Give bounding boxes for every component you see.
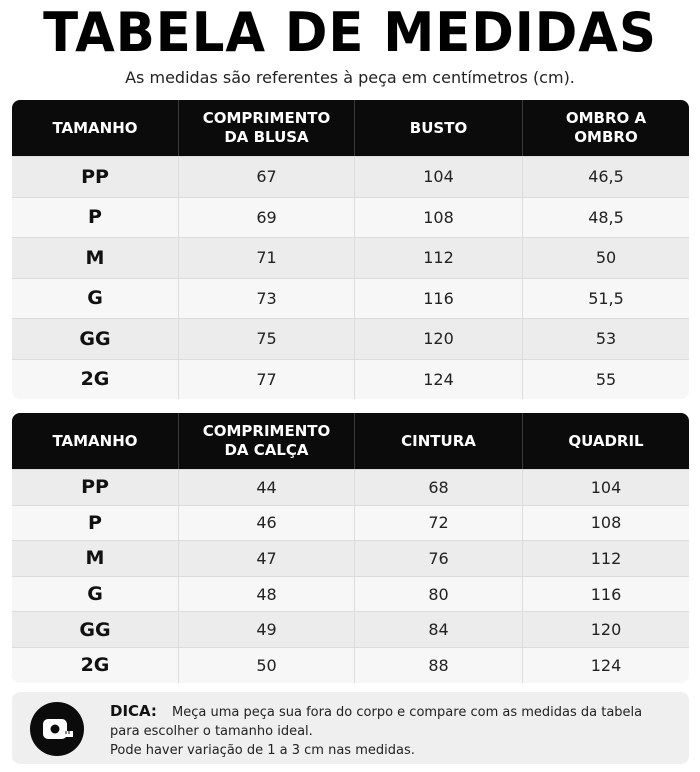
table-row (12, 237, 689, 278)
measuring-tape-icon (30, 702, 84, 756)
tip-box (12, 692, 689, 764)
header-ombro-label: OMBRO A OMBRO (565, 109, 647, 146)
header-tamanho: TAMANHO (12, 100, 179, 156)
table-row (12, 156, 689, 197)
value-cell: 104 (355, 157, 523, 197)
value-cell: 120 (590, 620, 622, 640)
tip-text (110, 703, 670, 760)
value-cell: 73 (179, 279, 355, 319)
value-cell: 76 (355, 541, 523, 576)
value-cell: 67 (179, 157, 355, 197)
table-row (12, 197, 689, 238)
size-cell: G (12, 279, 179, 319)
table-row (12, 540, 689, 576)
size-cell: GG (12, 319, 179, 359)
value-cell: 55 (595, 369, 617, 389)
tip-line-2: para escolher o tamanho ideal. (110, 724, 313, 739)
size-cell: P (12, 198, 179, 238)
value-cell: 77 (179, 360, 355, 400)
value-cell: 88 (355, 648, 523, 683)
value-cell: 112 (590, 548, 622, 568)
header-tamanho: TAMANHO (12, 413, 179, 469)
header-cintura: CINTURA (355, 413, 523, 469)
value-cell: 51,5 (588, 288, 624, 308)
size-cell: P (12, 506, 179, 541)
table-row (12, 647, 689, 683)
value-cell: 50 (595, 248, 617, 268)
value-cell: 71 (179, 238, 355, 278)
table-row (12, 359, 689, 400)
value-cell: 72 (355, 506, 523, 541)
value-cell: 84 (355, 612, 523, 647)
header-busto: BUSTO (355, 100, 523, 156)
table-body (12, 469, 689, 683)
table-row (12, 611, 689, 647)
size-cell: 2G (12, 360, 179, 400)
size-cell: PP (12, 470, 179, 505)
value-cell: 53 (595, 329, 617, 349)
value-cell: 104 (590, 477, 622, 497)
table-row (12, 505, 689, 541)
value-cell: 75 (179, 319, 355, 359)
tip-label: DICA: (110, 702, 157, 720)
value-cell: 116 (355, 279, 523, 319)
value-cell: 50 (179, 648, 355, 683)
table-row (12, 469, 689, 505)
value-cell: 46,5 (588, 167, 624, 187)
tip-line-1: Meça uma peça sua fora do corpo e compare com as medidas da tabela (172, 705, 643, 720)
page-title: TABELA DE MEDIDAS (43, 1, 657, 64)
table-row (12, 576, 689, 612)
header-comprimento-calca-label: COMPRIMENTO DA CALÇA (202, 422, 331, 459)
value-cell: 124 (590, 655, 622, 675)
header-comprimento-blusa (179, 100, 355, 156)
page-subtitle: As medidas são referentes à peça em centímetros (cm). (125, 68, 575, 87)
header-ombro (523, 100, 689, 156)
value-cell: 49 (179, 612, 355, 647)
size-cell: G (12, 577, 179, 612)
value-cell: 80 (355, 577, 523, 612)
value-cell: 47 (179, 541, 355, 576)
size-cell: M (12, 541, 179, 576)
blusa-measurements-table (12, 100, 689, 399)
value-cell: 108 (590, 513, 622, 533)
table-body (12, 156, 689, 399)
value-cell: 116 (590, 584, 622, 604)
value-cell: 48,5 (588, 207, 624, 227)
size-cell: 2G (12, 648, 179, 683)
size-cell: GG (12, 612, 179, 647)
value-cell: 48 (179, 577, 355, 612)
value-cell: 44 (179, 470, 355, 505)
header-comprimento-blusa-label: COMPRIMENTO DA BLUSA (202, 109, 331, 146)
value-cell: 68 (355, 470, 523, 505)
value-cell: 124 (355, 360, 523, 400)
tip-line-3: Pode haver variação de 1 a 3 cm nas medidas. (110, 743, 415, 758)
header-quadril: QUADRIL (568, 431, 644, 450)
calca-measurements-table (12, 413, 689, 683)
header-comprimento-calca (179, 413, 355, 469)
size-cell: PP (12, 157, 179, 197)
table-row (12, 278, 689, 319)
table-header (12, 413, 689, 469)
table-row (12, 318, 689, 359)
value-cell: 120 (355, 319, 523, 359)
value-cell: 108 (355, 198, 523, 238)
table-header (12, 100, 689, 156)
value-cell: 112 (355, 238, 523, 278)
value-cell: 69 (179, 198, 355, 238)
size-cell: M (12, 238, 179, 278)
value-cell: 46 (179, 506, 355, 541)
